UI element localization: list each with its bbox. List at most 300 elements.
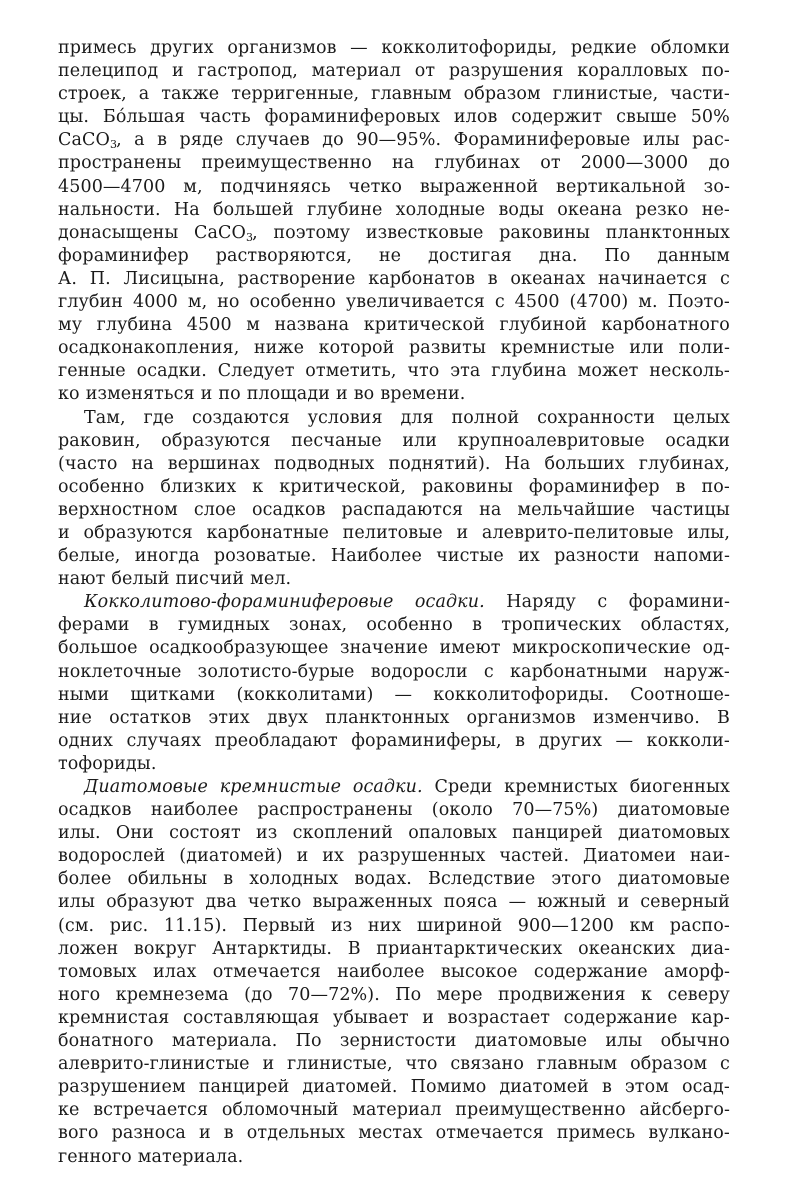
word: по- (701, 476, 730, 497)
word: золотисто-бурые (197, 661, 355, 682)
word: CaCO$_3$, (58, 130, 122, 152)
word: осадков (252, 499, 326, 520)
word: илы (605, 1031, 643, 1052)
word: с (597, 592, 608, 613)
word: северный (640, 892, 730, 913)
word: а (138, 84, 150, 105)
text-line (58, 522, 730, 545)
word: до (708, 153, 730, 174)
word: П. (89, 268, 111, 289)
word: (часто (58, 453, 118, 474)
word: этих (208, 707, 250, 728)
word: с (494, 292, 505, 313)
word: напоми- (653, 546, 730, 567)
word: осадконакопления, (58, 338, 240, 359)
word: свыше (616, 107, 677, 128)
word: нальности. (58, 199, 161, 220)
word: преобладают (214, 730, 338, 751)
word: в (472, 615, 483, 636)
word: На (173, 199, 200, 220)
text-line (58, 152, 730, 175)
word: полной (451, 407, 520, 428)
text-line (58, 407, 730, 430)
text-line (58, 222, 730, 245)
word: аморф- (663, 961, 730, 982)
word: — (508, 892, 527, 913)
text-line (58, 106, 730, 129)
word: пояса (443, 892, 498, 913)
text-line (58, 753, 730, 776)
word: скоплений (292, 823, 393, 844)
word: м. (638, 292, 658, 313)
word: (около (431, 800, 493, 821)
word: областях, (640, 615, 730, 636)
word: в (223, 869, 234, 890)
word: океанских (578, 938, 676, 959)
word: глубиной (499, 315, 587, 336)
word: илах (153, 961, 197, 982)
word: в (157, 130, 168, 151)
word: с (483, 661, 494, 682)
word: му (58, 315, 83, 336)
word: отмечается (212, 961, 321, 982)
word: в (487, 268, 498, 289)
word: диатомей (499, 1077, 589, 1098)
word: возрастает (447, 1007, 551, 1028)
word: диатомовые (474, 1031, 588, 1052)
word: км (629, 915, 655, 936)
word: водоросли (370, 661, 468, 682)
text-line (58, 891, 730, 914)
text-line (58, 684, 730, 707)
word: опаловых (408, 823, 497, 844)
word: растворение (237, 268, 356, 289)
word: фораминифер (58, 245, 189, 266)
word: (кокколитами) (236, 684, 374, 705)
word: карбонатного (601, 315, 730, 336)
text-line (58, 430, 730, 453)
word: эта (450, 361, 481, 382)
word: цы. (58, 107, 90, 128)
word: Там, (84, 407, 126, 428)
word: выраженных (312, 892, 433, 913)
word: вокруг (133, 938, 197, 959)
word: к (641, 984, 653, 1005)
word: поэтому (273, 222, 351, 243)
italic-word: Диатомовые (84, 777, 208, 797)
text-line (58, 268, 730, 291)
word: илы (642, 130, 680, 151)
word: микроскопические (512, 638, 691, 659)
word: писчий (175, 569, 245, 590)
word: воды (498, 199, 544, 220)
text-line (58, 961, 730, 984)
word: планктонных (325, 707, 450, 728)
word: часть (199, 107, 251, 128)
word: зонах, (288, 615, 348, 636)
word: нают (58, 569, 106, 590)
word: од- (702, 638, 730, 659)
word: начинается (598, 268, 708, 289)
word: 4500 (514, 292, 560, 313)
word: кар- (691, 1007, 730, 1028)
word: холодные (395, 199, 486, 220)
text-line (58, 614, 730, 637)
text-line (58, 568, 730, 591)
word: белые, (58, 546, 121, 567)
word: (см. (58, 915, 95, 936)
word: ложен (58, 938, 119, 959)
word: обломки (650, 38, 730, 58)
word: состоят (169, 823, 241, 844)
text-line (58, 1030, 730, 1053)
word: биогенных (629, 777, 730, 797)
word: также (161, 84, 220, 105)
text-line (58, 545, 730, 568)
word: подчиняясь (220, 176, 331, 197)
word: вертикальной (556, 176, 686, 197)
word: планктонных (605, 222, 730, 243)
word: песчаные (291, 430, 382, 451)
word: слое (193, 499, 237, 520)
text-line (58, 453, 730, 476)
word: местах (358, 1123, 423, 1144)
word: примесь (556, 1123, 636, 1144)
word: осадков (58, 800, 132, 821)
word: более (58, 869, 112, 890)
word: пространены (58, 153, 182, 174)
word: в (675, 476, 686, 497)
word: На (504, 453, 531, 474)
word: глубинах (434, 153, 521, 174)
word: материал (352, 1100, 442, 1121)
word: на (131, 453, 154, 474)
word: кремнистых (504, 777, 618, 797)
word: карбонатные (206, 522, 329, 543)
word: в (223, 1123, 234, 1144)
word: панцирей (512, 823, 603, 844)
text-line (58, 476, 730, 499)
word: фораминифер (528, 476, 660, 497)
text-line (58, 1007, 730, 1030)
word: редкие (570, 38, 637, 58)
word: обычно (660, 1031, 730, 1052)
word: илы (58, 892, 96, 913)
word: распо- (669, 915, 730, 936)
word: на (392, 153, 415, 174)
word: образом (463, 84, 541, 105)
word: разрушением (58, 1077, 186, 1098)
text-line (58, 83, 730, 106)
word: одних (58, 730, 114, 751)
word: а (134, 130, 145, 151)
word: мере (436, 984, 483, 1005)
word: что (407, 361, 440, 382)
word: (4700) (569, 292, 629, 313)
word: других (538, 730, 603, 751)
word: больших (544, 453, 625, 474)
word: части- (670, 84, 730, 105)
word: По (395, 984, 422, 1005)
text-line (58, 360, 730, 383)
word: айсберго- (639, 1100, 730, 1121)
word: диатомей. (302, 1077, 398, 1098)
word: кремнезема (115, 984, 229, 1005)
word: ко (58, 384, 80, 405)
word: несколь- (649, 361, 730, 382)
word: особенно (366, 615, 453, 636)
word: материал (311, 61, 401, 82)
word: Поэто- (667, 292, 730, 313)
text-line (58, 776, 730, 799)
word: 2000—3000 (580, 153, 689, 174)
word: высокое (440, 961, 518, 982)
text-line (58, 822, 730, 845)
word: известковые (365, 222, 484, 243)
word: донасыщены (58, 222, 179, 243)
word: 70—75%) (512, 800, 599, 821)
word: По (295, 1031, 322, 1052)
word: двух (266, 707, 309, 728)
word: содержание (533, 961, 648, 982)
word: пелеципод (58, 61, 159, 82)
word: остатков (109, 707, 192, 728)
word: и (456, 522, 469, 543)
word: них (367, 915, 402, 936)
text-line (58, 1146, 730, 1169)
word: алеврито-пелитовые (481, 522, 674, 543)
word: наруж- (663, 661, 730, 682)
word: преимущественно (201, 153, 372, 174)
word: образом (630, 1054, 708, 1075)
word: ряде (179, 130, 224, 151)
word: мел. (250, 569, 292, 590)
word: раковин, (58, 430, 141, 451)
word: отмечается (435, 1123, 544, 1144)
word: их (518, 546, 540, 567)
word: — (350, 38, 368, 58)
text-line (58, 707, 730, 730)
word: развиты (408, 338, 486, 359)
word: или (402, 430, 438, 451)
word: на (479, 499, 502, 520)
word: вого (58, 1123, 99, 1144)
word: случаях (126, 730, 202, 751)
word: разрушения (448, 61, 564, 82)
word: их (322, 846, 344, 867)
word: (диатомей) (179, 846, 283, 867)
word: глинистые, (552, 84, 659, 105)
word: 4000 (132, 292, 178, 313)
word: и (262, 1054, 275, 1075)
word: водах. (354, 869, 412, 890)
word: зернистости (339, 1031, 457, 1052)
word: ферами (58, 615, 130, 636)
word: до (322, 130, 344, 151)
word: глубина (96, 315, 173, 336)
text-body (58, 37, 730, 1169)
word: строек, (58, 84, 127, 105)
word: и (172, 61, 184, 82)
text-line (58, 1053, 730, 1076)
word: раковины (499, 222, 591, 243)
word: большей (213, 199, 294, 220)
word: организмов (227, 38, 337, 58)
word: обильны (127, 869, 208, 890)
word: не (378, 245, 402, 266)
word: близких (160, 476, 237, 497)
word: особенно (249, 292, 336, 313)
word: в (515, 730, 526, 751)
word: имеют (439, 638, 501, 659)
word: разрушенных (357, 846, 486, 867)
word: и (296, 846, 309, 867)
text-line (58, 245, 730, 268)
word: генные (58, 361, 126, 382)
word: где (143, 407, 175, 428)
word: целых (672, 407, 730, 428)
word: и (198, 1123, 211, 1144)
word: форамини- (628, 592, 730, 613)
text-line (58, 291, 730, 314)
word: — (615, 730, 634, 751)
word: южный (537, 892, 607, 913)
word: вулкано- (648, 1123, 730, 1144)
word: В (716, 707, 730, 728)
word: наиболее (150, 800, 239, 821)
text-line (58, 868, 730, 891)
word: пелитовые (342, 522, 443, 543)
word: Лисицына, (123, 268, 225, 289)
word: верхностном (58, 499, 178, 520)
word: времени. (380, 384, 466, 405)
text-line (58, 383, 730, 406)
word: продвижения (497, 984, 626, 1005)
word: приантарктических (376, 938, 563, 959)
word: Помимо (410, 1077, 487, 1098)
word: наи- (689, 846, 730, 867)
word: и (58, 522, 70, 543)
word: кокколитофориды. (433, 684, 610, 705)
text-line (58, 176, 730, 199)
word: бонатного (58, 1031, 154, 1052)
word: м, (183, 176, 203, 197)
word: преимущественно (455, 1100, 626, 1121)
word: В (347, 938, 361, 959)
word: образуются (83, 522, 193, 543)
text-line (58, 984, 730, 1007)
word: Фораминиферовые (453, 130, 631, 151)
word: во (353, 384, 375, 405)
italic-word: осадки. (352, 777, 423, 797)
word: данным (657, 245, 730, 266)
word: может (577, 361, 639, 382)
word: мельчайшие (517, 499, 635, 520)
word: изменяться (85, 384, 195, 405)
word: с (720, 1054, 730, 1075)
word: океанах (510, 268, 586, 289)
word: наиболее (337, 961, 425, 982)
word: илы. (58, 823, 101, 844)
word: составляющая (182, 1007, 320, 1028)
word: Бо́льшая (102, 107, 186, 128)
word: или (629, 338, 665, 359)
word: ниже (253, 338, 305, 359)
word: осад- (681, 1077, 730, 1098)
word: кремнистая (58, 1007, 170, 1028)
word: , (116, 130, 122, 151)
word: образуют (106, 892, 195, 913)
word: обломочный (221, 1100, 339, 1121)
text-line (58, 661, 730, 684)
word: — (394, 684, 413, 705)
word: главным (536, 1054, 618, 1075)
text-line (58, 591, 730, 614)
word: глинистые, (287, 1054, 393, 1075)
word: четко (348, 176, 403, 197)
word: илов (453, 107, 498, 128)
word: глубине (306, 199, 383, 220)
word: Первый (242, 915, 316, 936)
paragraph (58, 37, 730, 407)
word: генного (58, 1146, 132, 1167)
word: этого (551, 869, 602, 890)
word: тофориды. (58, 753, 157, 774)
word: для (400, 407, 434, 428)
word: материала. (171, 1031, 278, 1052)
word: по (218, 384, 241, 405)
word: ке (58, 1100, 80, 1121)
word: и (335, 384, 348, 405)
word: алеврито-глинистые (58, 1054, 250, 1075)
word: белый (111, 569, 170, 590)
word: коралловых (577, 61, 688, 82)
word: этом (624, 1077, 669, 1098)
word: 900—1200 (517, 915, 614, 936)
word: раковины (421, 476, 513, 497)
word: поли- (678, 338, 730, 359)
word: А. (58, 268, 78, 289)
word: отметить, (305, 361, 397, 382)
text-line (58, 1099, 730, 1122)
word: и (617, 892, 630, 913)
word: распространены (257, 800, 413, 821)
word: диа- (690, 938, 730, 959)
word: разности (554, 546, 640, 567)
paragraph (58, 591, 730, 776)
word: крупноалевритовые (457, 430, 645, 451)
word: По (604, 245, 631, 266)
paragraph (58, 407, 730, 592)
word: критической, (279, 476, 407, 497)
word: водорослей (58, 846, 166, 867)
word: создаются (191, 407, 290, 428)
word: распадаются (341, 499, 464, 520)
word: по- (701, 61, 730, 82)
word: 4500—4700 (58, 176, 166, 197)
text-line (58, 337, 730, 360)
text-line (58, 37, 730, 60)
word: от (540, 153, 561, 174)
word: холодных (249, 869, 339, 890)
word: карбонатов (368, 268, 476, 289)
word: карбонатными (510, 661, 648, 682)
word: частей. (499, 846, 570, 867)
word: Диатомеи (583, 846, 677, 867)
word: убывает (332, 1007, 409, 1028)
word: дна. (538, 245, 578, 266)
word: выраженной (419, 176, 539, 197)
